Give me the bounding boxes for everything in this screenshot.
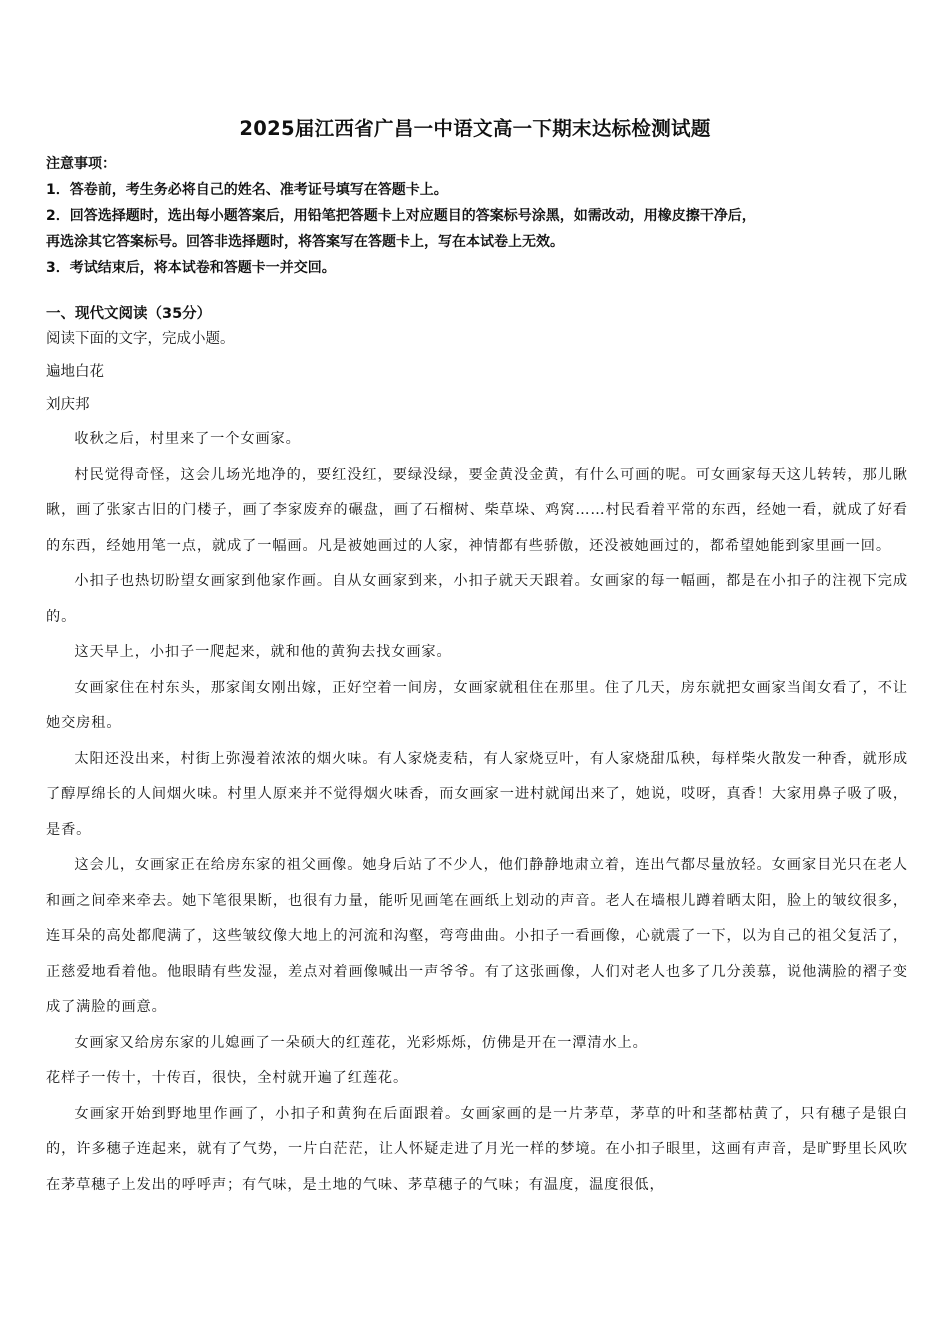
article-author: 刘庆邦 (46, 397, 90, 413)
article-paragraph: 花样子一传十，十传百，很快，全村就开遍了红莲花。 (46, 1070, 409, 1086)
section-heading: 一、现代文阅读（35分） (46, 306, 212, 322)
notice-item: 再选涂其它答案标号。回答非选择题时，将答案写在答题卡上，写在本试卷上无效。 (46, 234, 564, 250)
article-paragraph: 这会儿，女画家正在给房东家的祖父画像。她身后站了不少人，他们静静地肃立着，连出气都尽量放轻。女画家目光只在老人和画之间牵来牵去。她下笔很果断，也很有力量，能听见画笔在画纸上划动的声音。老人在墙根儿蹲着晒太阳，脸上的皱纹很多，连耳朵的高处都爬满了，这些皱纹像大地上的河流和沟壑，弯弯曲曲。小扣子一看画像，心就震了一下，以为自己的祖父复活了，正慈爱地看着他。他眼睛有些发湿，差点对着画像喊出一声爷爷。有了这张画像，人们对老人也多了几分羡慕，说他满脸的褶子变成了满脸的画意。 (46, 857, 908, 1015)
article-paragraph: 小扣子也热切盼望女画家到他家作画。自从女画家到来，小扣子就天天跟着。女画家的每一幅画，都是在小扣子的注视下完成的。 (46, 573, 908, 625)
article-body (46, 422, 908, 1203)
notice-item: 3．考试结束后，将本试卷和答题卡一并交回。 (46, 260, 336, 276)
article-paragraph: 这天早上，小扣子一爬起来，就和他的黄狗去找女画家。 (74, 644, 452, 660)
article-paragraph: 女画家开始到野地里作画了，小扣子和黄狗在后面跟着。女画家画的是一片茅草，茅草的叶和茎都枯黄了，只有穗子是银白的，许多穗子连起来，就有了气势，一片白茫茫，让人怀疑走进了月光一样的梦境。在小扣子眼里，这画有声音，是旷野里长风吹在茅草穗子上发出的呼呼声；有气味，是土地的气味、茅草穗子的气味；有温度，温度很低， (46, 1105, 908, 1193)
notice-block (46, 151, 916, 281)
article-title: 遍地白花 (46, 364, 104, 380)
exam-title: 2025届江西省广昌一中语文高一下期末达标检测试题 (239, 117, 711, 140)
article-paragraph: 女画家住在村东头，那家闺女刚出嫁，正好空着一间房，女画家就租住在那里。住了几天，房东就把女画家当闺女看了，不让她交房租。 (46, 679, 908, 731)
article-paragraph: 女画家又给房东家的儿媳画了一朵硕大的红莲花，光彩烁烁，仿佛是开在一潭清水上。 (74, 1034, 648, 1051)
notice-heading: 注意事项： (46, 156, 116, 172)
reading-instruction: 阅读下面的文字，完成小题。 (46, 331, 235, 347)
article-paragraph: 太阳还没出来，村街上弥漫着浓浓的烟火味。有人家烧麦秸，有人家烧豆叶，有人家烧甜瓜秧，每样柴火散发一种香，就形成了醇厚绵长的人间烟火味。村里人原来并不觉得烟火味香，而女画家一进村就闻出来了，她说，哎呀，真香！大家用鼻子吸了吸，是香。 (46, 750, 908, 838)
article-paragraph: 村民觉得奇怪，这会儿场光地净的，要红没红，要绿没绿，要金黄没金黄，有什么可画的呢。可女画家每天这儿转转，那儿瞅瞅，画了张家古旧的门楼子，画了李家废弃的碾盘，画了石榴树、柴草垛、鸡窝……村民看着平常的东西，经她一看，就成了好看的东西，经她用笔一点，就成了一幅画。凡是被她画过的人家，神情都有些骄傲，还没被她画过的，都希望她能到家里画一回。 (46, 466, 908, 554)
notice-item: 1．答卷前，考生务必将自己的姓名、准考证号填写在答题卡上。 (46, 182, 448, 198)
article-paragraph: 收秋之后，村里来了一个女画家。 (74, 431, 301, 447)
notice-item: 2．回答选择题时，选出每小题答案后，用铅笔把答题卡上对应题目的答案标号涂黑，如需改动，用橡皮擦干净后， (46, 208, 756, 224)
